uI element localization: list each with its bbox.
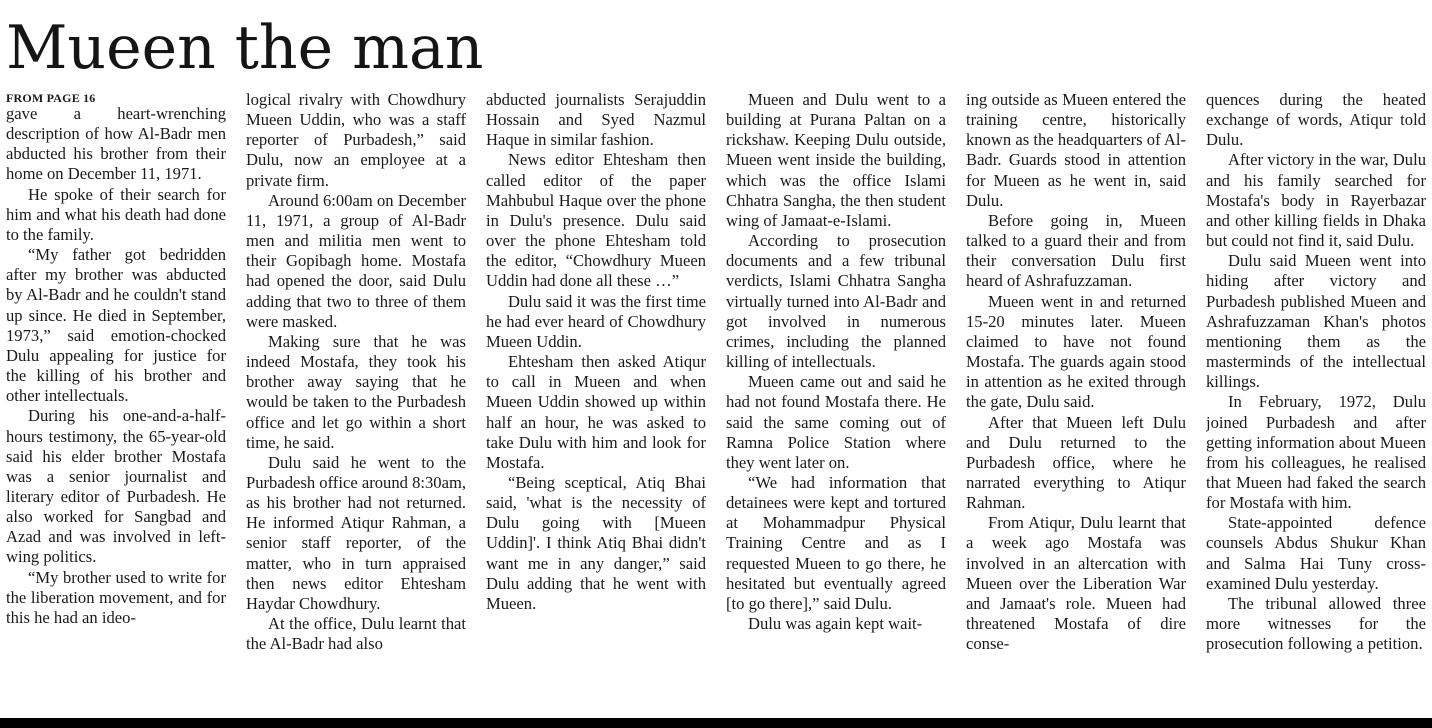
paragraph: “We had information that detainees were kept and tortured at Mohammadpur Physical Training Centre and as I requested Mueen to go there, he hesitated but eventually agreed [to go there],” said Dulu. — [726, 472, 946, 613]
paragraph: State-appointed defence counsels Abdus Shukur Khan and Salma Hai Tuny cross-examined Dulu yesterday. — [1206, 513, 1426, 593]
paragraph: The tribunal allowed three more witnesses for the prosecution following a petition. — [1206, 593, 1426, 654]
paragraph: After that Mueen left Dulu and Dulu returned to the Purbadesh office, where he narrated everything to Atiqur Rahman. — [966, 412, 1186, 513]
paragraph: Before going in, Mueen talked to a guard their and from their conversation Dulu first heard of Ashrafuzzaman. — [966, 210, 1186, 291]
paragraph: Mueen went in and returned 15-20 minutes later. Mueen claimed to have not found Mostafa. The guards again stood in attention as he exited through the gate, Dulu said. — [966, 291, 1186, 412]
paragraph: Mueen came out and said he had not found Mostafa there. He said the same coming out of Ramna Police Station where they went later on. — [726, 372, 946, 472]
paragraph: After victory in the war, Dulu and his family searched for Mostafa's body in Rayerbazar and other killing fields in Dhaka but could not find it, said Dulu. — [1206, 150, 1426, 251]
paragraph: He spoke of their search for him and what his death had done to the family. — [6, 184, 226, 244]
paragraph: Ehtesham then asked Atiqur to call in Mueen and when Mueen Uddin showed up within half an hour, he was asked to take Dulu with him and look for Mostafa. — [486, 352, 706, 472]
jump-line: FROM PAGE 16 — [6, 91, 96, 105]
paragraph: logical rivalry with Chowdhury Mueen Uddin, who was a staff reporter of Purbadesh,” said Dulu, now an employee at a private firm. — [246, 90, 466, 190]
article-column-6 — [1206, 90, 1426, 720]
article-column-4 — [726, 90, 946, 720]
paragraph: abducted journalists Serajuddin Hossain and Syed Nazmul Haque in similar fashion. — [486, 90, 706, 150]
paragraph: gave a heart-wrenching description of how Al-Badr men abducted his brother from their home on December 11, 1971. — [6, 104, 226, 184]
paragraph: Mueen and Dulu went to a building at Purana Paltan on a rickshaw. Keeping Dulu outside, Mueen went inside the building, which was the office Islami Chhatra Sangha, the then student wing of Jamaat-e-Islami. — [726, 90, 946, 230]
paragraph: Dulu said it was the first time he had ever heard of Chowdhury Mueen Uddin. — [486, 291, 706, 351]
article-column-2 — [246, 90, 466, 720]
paragraph: Dulu said Mueen went into hiding after victory and Purbadesh published Mueen and Ashrafuzzaman Khan's photos mentioning them as the masterminds of the intellectual killings. — [1206, 251, 1426, 392]
paragraph: Dulu was again kept wait- — [748, 614, 923, 634]
paragraph: From Atiqur, Dulu learnt that a week ago Mostafa was involved in an altercation with Mueen over the Liberation War and Jamaat's role. Mueen had threatened Mostafa of dire conse- — [966, 513, 1186, 654]
headline: Mueen the man — [6, 13, 484, 83]
paragraph: According to prosecution documents and a few tribunal verdicts, Islami Chhatra Sangha virtually turned into Al-Badr and got involved in numerous crimes, including the planned killing of intellectuals. — [726, 231, 946, 372]
paragraph: Making sure that he was indeed Mostafa, they took his brother away saying that he would be taken to the Purbadesh office and let go within a short time, he said. — [246, 331, 466, 452]
bottom-border — [0, 718, 1432, 728]
article-column-3 — [486, 90, 706, 720]
paragraph: During his one-and-a-half-hours testimony, the 65-year-old said his elder brother Mostafa was a senior journalist and literary editor of Purbadesh. He also worked for Sangbad and Azad and was involved in left-wing politics. — [6, 406, 226, 567]
paragraph: Dulu said he went to the Purbadesh office around 8:30am, as his brother had not returned. He informed Atiqur Rahman, a senior staff reporter, of the matter, who in turn appraised then news editor Ehtesham Haydar Chowdhury. — [246, 452, 466, 613]
paragraph: At the office, Dulu learnt that the Al-Badr had also — [246, 614, 466, 654]
paragraph: News editor Ehtesham then called editor of the paper Mahbubul Haque over the phone in Dulu's presence. Dulu said over the phone Ehtesham told the editor, “Chowdhury Mueen Uddin had done all these …” — [486, 150, 706, 291]
paragraph: “My brother used to write for the liberation movement, and for this he had an ideo- — [6, 567, 226, 627]
paragraph: quences during the heated exchange of words, Atiqur told Dulu. — [1206, 90, 1426, 150]
paragraph: Around 6:00am on December 11, 1971, a group of Al-Badr men and militia men went to their Gopibagh home. Mostafa had opened the door, said Dulu adding that two to three of them were masked. — [246, 190, 466, 331]
paragraph: In February, 1972, Dulu joined Purbadesh and after getting information about Mueen from his colleagues, he realised that Mueen had faked the search for Mostafa with him. — [1206, 392, 1426, 513]
article-column-1 — [6, 90, 226, 720]
paragraph: ing outside as Mueen entered the training centre, historically known as the headquarters of Al-Badr. Guards stood in attention for Mueen as he went in, said Dulu. — [966, 90, 1186, 210]
article-column-5 — [966, 90, 1186, 720]
paragraph: “My father got bedridden after my brother was abducted by Al-Badr and he couldn't stand up since. He died in September, 1973,” said emotion-chocked Dulu appealing for justice for the killing of his brother and other intellectuals. — [6, 245, 226, 406]
paragraph: “Being sceptical, Atiq Bhai said, 'what is the necessity of Dulu going with [Mueen Uddin]'. I think Atiq Bhai didn't want me in any danger,” said Dulu adding that he went with Mueen. — [486, 472, 706, 613]
